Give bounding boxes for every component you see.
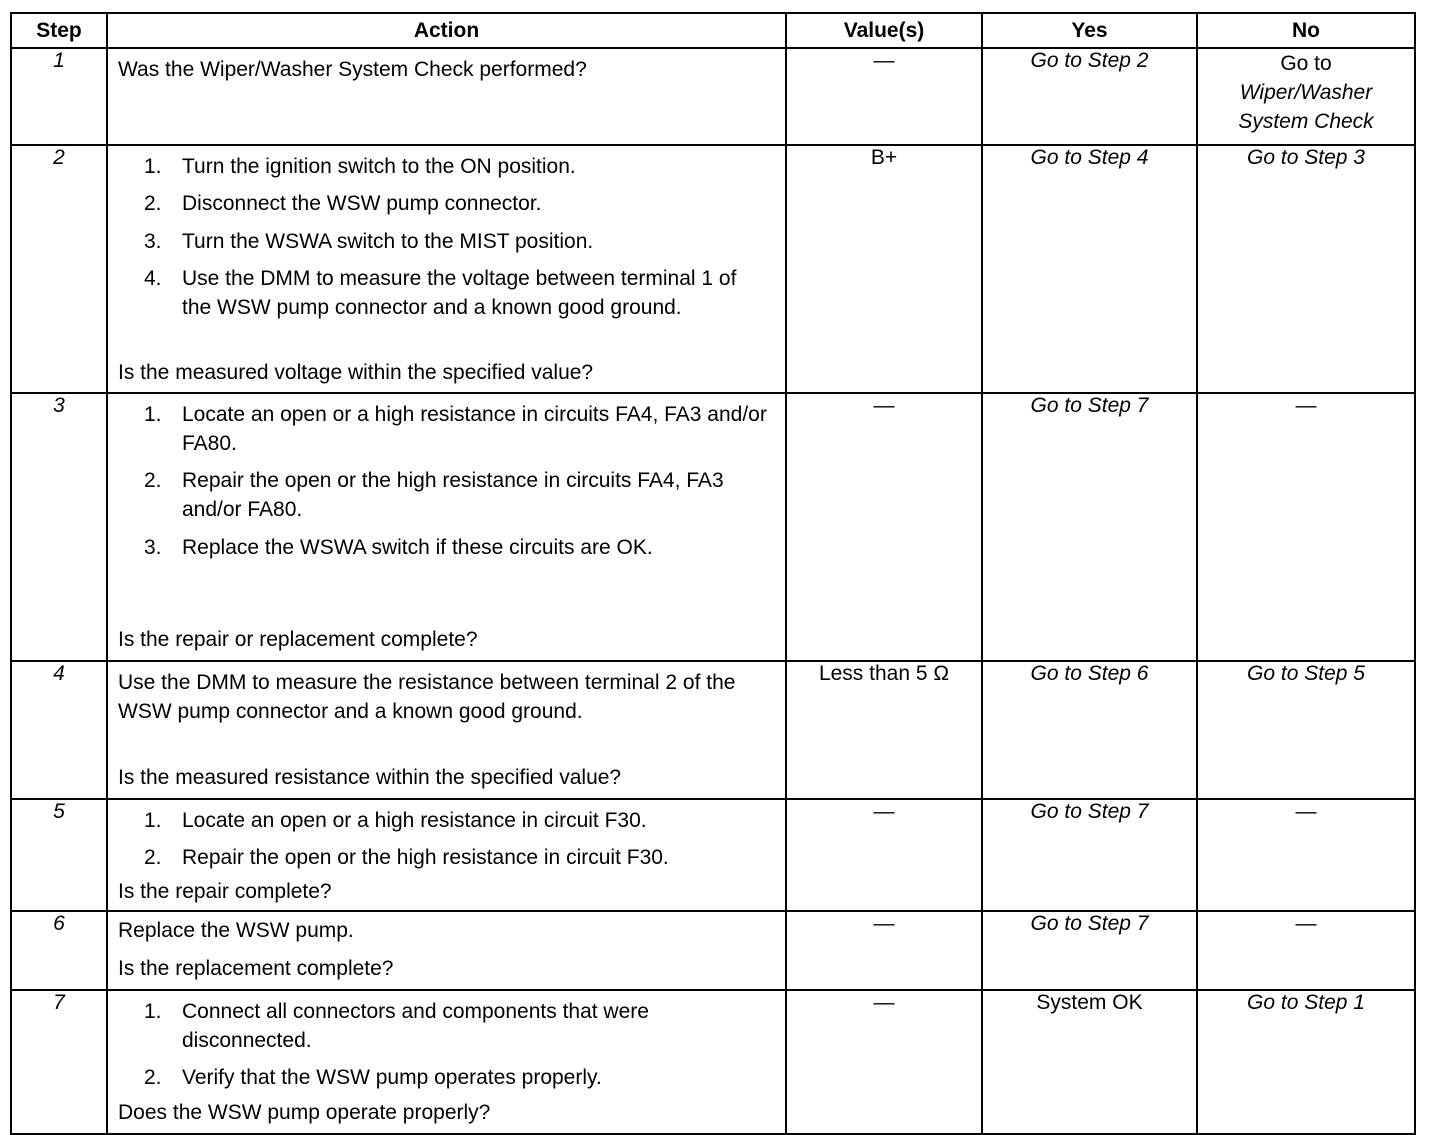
table-row xyxy=(11,911,1415,990)
no-cell: — xyxy=(1197,393,1415,661)
yes-cell: Go to Step 2 xyxy=(982,48,1197,145)
table-row xyxy=(11,145,1415,393)
yes-cell: Go to Step 7 xyxy=(982,799,1197,911)
question-text: Is the repair complete? xyxy=(118,880,332,903)
action-text: Was the Wiper/Washer System Check performed? xyxy=(118,58,587,81)
action-text: Replace the WSW pump. xyxy=(118,919,354,942)
action-text: Use the DMM to measure the resistance between terminal 2 of the WSW pump connector and a known good ground. xyxy=(118,671,736,723)
question-text: Is the measured resistance within the specified value? xyxy=(118,766,622,789)
list-item: 1. Locate an open or a high resistance in circuit F30. xyxy=(144,809,647,832)
value-cell: B+ xyxy=(786,145,982,393)
value-cell: — xyxy=(786,799,982,911)
value-cell: — xyxy=(786,48,982,145)
no-cell: Go to Step 3 xyxy=(1197,145,1415,393)
list-item: 2. Verify that the WSW pump operates properly. xyxy=(144,1066,602,1089)
header-no: No xyxy=(1197,13,1415,48)
value-cell: Less than 5 Ω xyxy=(786,661,982,799)
value-cell: — xyxy=(786,990,982,1134)
list-item: 3. Replace the WSWA switch if these circuits are OK. xyxy=(144,536,653,559)
value-cell: — xyxy=(786,393,982,661)
table-row xyxy=(11,990,1415,1134)
step-number: 6 xyxy=(11,911,107,990)
header-action: Action xyxy=(107,13,786,48)
list-item: 4. Use the DMM to measure the voltage between terminal 1 of the WSW pump connector and a known good ground. xyxy=(144,267,737,319)
action-cell xyxy=(107,661,786,799)
table-row xyxy=(11,661,1415,799)
list-item: 2. Repair the open or the high resistance in circuits FA4, FA3 and/or FA80. xyxy=(144,469,724,521)
action-cell xyxy=(107,145,786,393)
no-cell: — xyxy=(1197,911,1415,990)
yes-cell: Go to Step 7 xyxy=(982,393,1197,661)
list-item: 2. Repair the open or the high resistance in circuit F30. xyxy=(144,846,669,869)
no-line: Wiper/Washer xyxy=(1239,81,1373,104)
no-line: Go to xyxy=(1280,52,1332,75)
step-number: 2 xyxy=(11,145,107,393)
header-step: Step xyxy=(11,13,107,48)
action-cell xyxy=(107,48,786,145)
question-text: Does the WSW pump operate properly? xyxy=(118,1101,491,1124)
table-row xyxy=(11,393,1415,661)
yes-cell: Go to Step 4 xyxy=(982,145,1197,393)
action-cell xyxy=(107,799,786,911)
list-item: 2. Disconnect the WSW pump connector. xyxy=(144,192,542,215)
no-cell xyxy=(1197,48,1415,145)
yes-cell: Go to Step 6 xyxy=(982,661,1197,799)
question-text: Is the replacement complete? xyxy=(118,957,394,980)
action-cell xyxy=(107,911,786,990)
step-number: 4 xyxy=(11,661,107,799)
table-row xyxy=(11,48,1415,145)
list-item: 1. Locate an open or a high resistance in circuits FA4, FA3 and/or FA80. xyxy=(144,403,767,455)
list-item: 1. Turn the ignition switch to the ON position. xyxy=(144,155,576,178)
question-text: Is the repair or replacement complete? xyxy=(118,628,478,651)
yes-cell: System OK xyxy=(982,990,1197,1134)
value-cell: — xyxy=(786,911,982,990)
header-values: Value(s) xyxy=(786,13,982,48)
diagnostic-table xyxy=(10,12,1416,1135)
step-number: 5 xyxy=(11,799,107,911)
table-row xyxy=(11,799,1415,911)
list-item: 3. Turn the WSWA switch to the MIST position. xyxy=(144,230,594,253)
no-cell: — xyxy=(1197,799,1415,911)
question-text: Is the measured voltage within the specified value? xyxy=(118,361,594,384)
yes-cell: Go to Step 7 xyxy=(982,911,1197,990)
list-item: 1. Connect all connectors and components that were disconnected. xyxy=(144,1000,649,1052)
header-yes: Yes xyxy=(982,13,1197,48)
step-number: 7 xyxy=(11,990,107,1134)
action-cell xyxy=(107,393,786,661)
step-number: 3 xyxy=(11,393,107,661)
no-cell: Go to Step 5 xyxy=(1197,661,1415,799)
header-row xyxy=(11,13,1415,48)
no-line: System Check xyxy=(1238,110,1374,133)
action-cell xyxy=(107,990,786,1134)
step-number: 1 xyxy=(11,48,107,145)
no-cell: Go to Step 1 xyxy=(1197,990,1415,1134)
